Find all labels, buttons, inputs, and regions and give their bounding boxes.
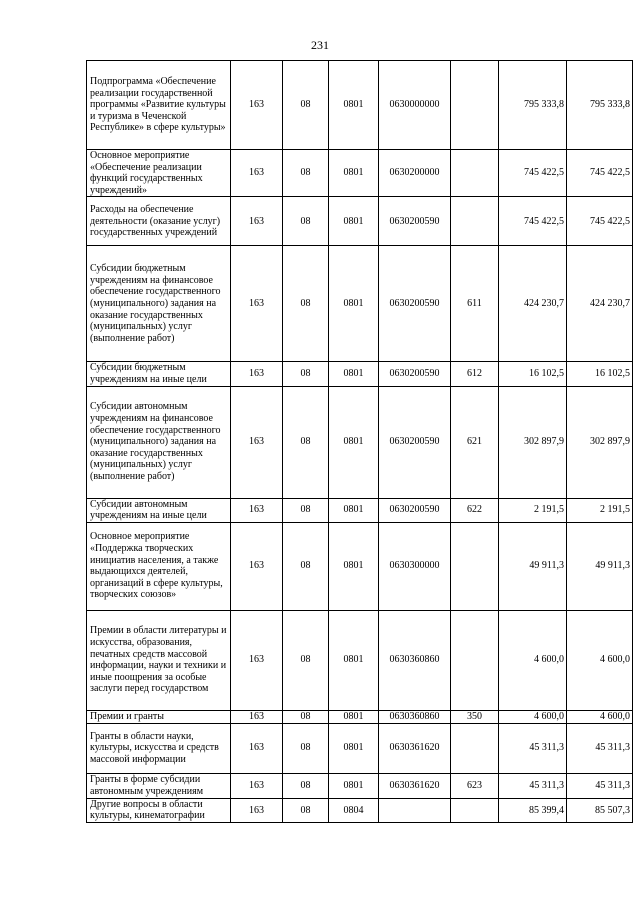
- sum-1: 424 230,7: [499, 246, 567, 362]
- expense-type-code: [451, 723, 499, 773]
- sum-2: 424 230,7: [567, 246, 633, 362]
- ministry-code: 163: [231, 246, 283, 362]
- section-code: 08: [283, 246, 329, 362]
- sum-2: 795 333,8: [567, 61, 633, 150]
- sum-1: 85 399,4: [499, 798, 567, 822]
- section-code: 08: [283, 610, 329, 710]
- section-code: 08: [283, 362, 329, 386]
- ministry-code: 163: [231, 61, 283, 150]
- row-name: Субсидии бюджетным учреждениям на иные цели: [87, 362, 231, 386]
- row-name: Основное мероприятие «Обеспечение реализации функций государственных учреждений»: [87, 150, 231, 197]
- target-article-code: 0630361620: [379, 773, 451, 798]
- expense-type-code: [451, 610, 499, 710]
- target-article-code: 0630200590: [379, 246, 451, 362]
- ministry-code: 163: [231, 798, 283, 822]
- ministry-code: 163: [231, 610, 283, 710]
- section-code: 08: [283, 61, 329, 150]
- row-name: Субсидии автономным учреждениям на финансовое обеспечение государственного (муниципального) задания на оказание государственных (муниципальных) услуг (выполнение работ): [87, 386, 231, 498]
- section-code: 08: [283, 498, 329, 522]
- sum-2: 4 600,0: [567, 710, 633, 723]
- subsection-code: 0801: [329, 710, 379, 723]
- row-name: Премии в области литературы и искусства, образования, печатных средств массовой информации, науки и техники и иные поощрения за особые заслуги перед государством: [87, 610, 231, 710]
- sum-2: 4 600,0: [567, 610, 633, 710]
- target-article-code: 0630360860: [379, 610, 451, 710]
- sum-2: 49 911,3: [567, 522, 633, 610]
- target-article-code: 0630200590: [379, 362, 451, 386]
- page-number: 231: [311, 38, 329, 52]
- subsection-code: 0801: [329, 61, 379, 150]
- ministry-code: 163: [231, 710, 283, 723]
- expense-type-code: 623: [451, 773, 499, 798]
- table-row: [87, 150, 633, 197]
- row-name: Расходы на обеспечение деятельности (оказание услуг) государственных учреждений: [87, 197, 231, 246]
- target-article-code: 0630200590: [379, 197, 451, 246]
- sum-2: 16 102,5: [567, 362, 633, 386]
- table-row: [87, 610, 633, 710]
- expense-type-code: [451, 522, 499, 610]
- expense-type-code: [451, 150, 499, 197]
- sum-1: 4 600,0: [499, 710, 567, 723]
- subsection-code: 0801: [329, 610, 379, 710]
- sum-1: 2 191,5: [499, 498, 567, 522]
- sum-2: 2 191,5: [567, 498, 633, 522]
- target-article-code: [379, 798, 451, 822]
- target-article-code: 0630200590: [379, 498, 451, 522]
- ministry-code: 163: [231, 386, 283, 498]
- expense-type-code: 621: [451, 386, 499, 498]
- target-article-code: 0630200000: [379, 150, 451, 197]
- table-row: [87, 773, 633, 798]
- sum-2: 745 422,5: [567, 150, 633, 197]
- expense-type-code: 611: [451, 246, 499, 362]
- sum-2: 302 897,9: [567, 386, 633, 498]
- row-name: Подпрограмма «Обеспечение реализации государственной программы «Развитие культуры и туризма в Чеченской Республике» в сфере культуры»: [87, 61, 231, 150]
- sum-1: 16 102,5: [499, 362, 567, 386]
- section-code: 08: [283, 386, 329, 498]
- sum-1: 45 311,3: [499, 773, 567, 798]
- sum-2: 45 311,3: [567, 773, 633, 798]
- table-row: [87, 197, 633, 246]
- table-row: [87, 362, 633, 386]
- section-code: 08: [283, 798, 329, 822]
- subsection-code: 0804: [329, 798, 379, 822]
- subsection-code: 0801: [329, 386, 379, 498]
- sum-1: 45 311,3: [499, 723, 567, 773]
- sum-2: 45 311,3: [567, 723, 633, 773]
- target-article-code: 0630360860: [379, 710, 451, 723]
- expense-type-code: [451, 197, 499, 246]
- budget-table: [86, 60, 633, 823]
- row-name: Основное мероприятие «Поддержка творческих инициатив населения, а также выдающихся деятелей, организаций в сфере культуры, творческих союзов»: [87, 522, 231, 610]
- subsection-code: 0801: [329, 522, 379, 610]
- subsection-code: 0801: [329, 723, 379, 773]
- sum-1: 745 422,5: [499, 197, 567, 246]
- subsection-code: 0801: [329, 246, 379, 362]
- expense-type-code: 350: [451, 710, 499, 723]
- subsection-code: 0801: [329, 773, 379, 798]
- subsection-code: 0801: [329, 150, 379, 197]
- row-name: Гранты в форме субсидии автономным учреждениям: [87, 773, 231, 798]
- table-row: [87, 710, 633, 723]
- expense-type-code: 622: [451, 498, 499, 522]
- row-name: Субсидии автономным учреждениям на иные цели: [87, 498, 231, 522]
- sum-2: 745 422,5: [567, 197, 633, 246]
- section-code: 08: [283, 710, 329, 723]
- ministry-code: 163: [231, 723, 283, 773]
- sum-1: 49 911,3: [499, 522, 567, 610]
- row-name: Субсидии бюджетным учреждениям на финансовое обеспечение государственного (муниципального) задания на оказание государственных (муниципальных) услуг (выполнение работ): [87, 246, 231, 362]
- ministry-code: 163: [231, 197, 283, 246]
- sum-1: 302 897,9: [499, 386, 567, 498]
- target-article-code: 0630361620: [379, 723, 451, 773]
- ministry-code: 163: [231, 362, 283, 386]
- table-row: [87, 498, 633, 522]
- section-code: 08: [283, 773, 329, 798]
- section-code: 08: [283, 522, 329, 610]
- target-article-code: 0630200590: [379, 386, 451, 498]
- section-code: 08: [283, 197, 329, 246]
- sum-1: 795 333,8: [499, 61, 567, 150]
- sum-2: 85 507,3: [567, 798, 633, 822]
- section-code: 08: [283, 723, 329, 773]
- target-article-code: 0630300000: [379, 522, 451, 610]
- subsection-code: 0801: [329, 362, 379, 386]
- table-row: [87, 723, 633, 773]
- subsection-code: 0801: [329, 498, 379, 522]
- row-name: Гранты в области науки, культуры, искусства и средств массовой информации: [87, 723, 231, 773]
- row-name: Другие вопросы в области культуры, кинематографии: [87, 798, 231, 822]
- ministry-code: 163: [231, 150, 283, 197]
- table-row: [87, 798, 633, 822]
- ministry-code: 163: [231, 498, 283, 522]
- ministry-code: 163: [231, 773, 283, 798]
- subsection-code: 0801: [329, 197, 379, 246]
- expense-type-code: [451, 61, 499, 150]
- target-article-code: 0630000000: [379, 61, 451, 150]
- table-row: [87, 61, 633, 150]
- expense-type-code: 612: [451, 362, 499, 386]
- section-code: 08: [283, 150, 329, 197]
- table-row: [87, 522, 633, 610]
- table-row: [87, 386, 633, 498]
- table-row: [87, 246, 633, 362]
- row-name: Премии и гранты: [87, 710, 231, 723]
- ministry-code: 163: [231, 522, 283, 610]
- sum-1: 745 422,5: [499, 150, 567, 197]
- expense-type-code: [451, 798, 499, 822]
- sum-1: 4 600,0: [499, 610, 567, 710]
